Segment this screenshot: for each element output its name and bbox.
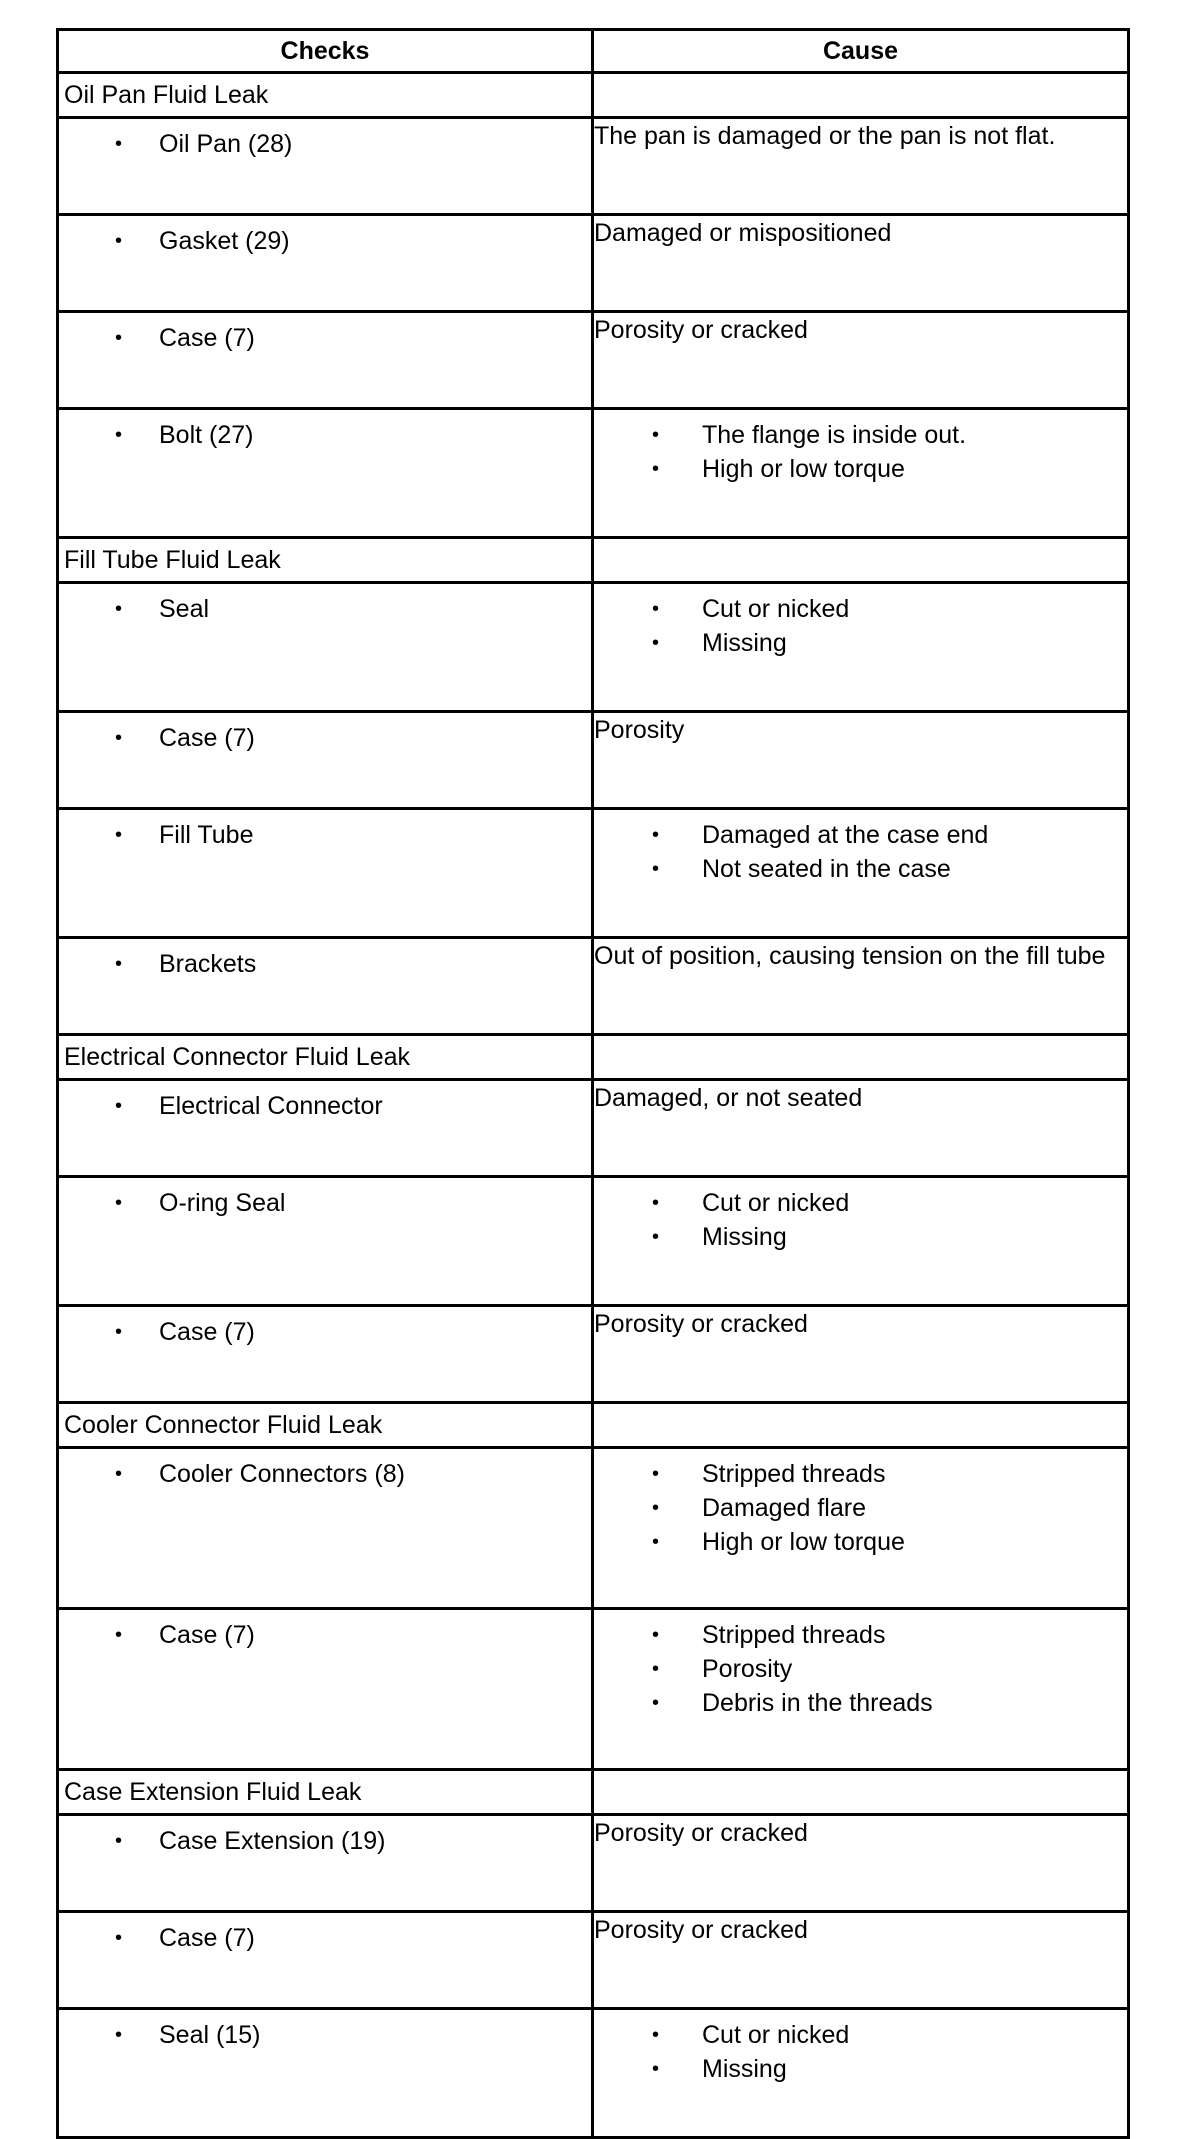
section-cause-cell-empty xyxy=(593,73,1129,118)
table-row xyxy=(58,312,1129,409)
bullet-icon: • xyxy=(115,230,123,252)
cause-item-text: Missing xyxy=(702,2055,787,2083)
bullet-icon: • xyxy=(115,2024,123,2046)
check-item-label: O-ring Seal xyxy=(159,1189,286,1217)
table-header-row xyxy=(58,30,1129,73)
bullet-icon: • xyxy=(652,632,660,654)
section-title: Oil Pan Fluid Leak xyxy=(58,73,593,118)
cause-cell xyxy=(593,1177,1129,1306)
checks-cause-table xyxy=(56,28,1130,2139)
cause-item-text: Not seated in the case xyxy=(702,855,951,883)
cause-list-item xyxy=(594,418,1127,452)
check-cell xyxy=(58,409,593,538)
section-row xyxy=(58,1035,1129,1080)
check-item-label: Case Extension (19) xyxy=(159,1827,386,1855)
section-cause-cell-empty xyxy=(593,538,1129,583)
check-cell xyxy=(58,1609,593,1770)
cause-list-item xyxy=(594,852,1127,886)
check-item-label: Gasket (29) xyxy=(159,227,290,255)
bullet-icon: • xyxy=(652,1658,660,1680)
bullet-icon: • xyxy=(652,858,660,880)
cause-cell xyxy=(593,1815,1129,1912)
cause-cell xyxy=(593,583,1129,712)
check-item-label: Oil Pan (28) xyxy=(159,130,293,158)
bullet-icon: • xyxy=(115,424,123,446)
cause-text: Porosity or cracked xyxy=(594,1310,808,1338)
cause-list-item xyxy=(594,1618,1127,1652)
check-cell xyxy=(58,712,593,809)
section-row xyxy=(58,1770,1129,1815)
bullet-icon: • xyxy=(115,1463,123,1485)
cause-cell xyxy=(593,409,1129,538)
cause-cell xyxy=(593,938,1129,1035)
table-row xyxy=(58,1815,1129,1912)
section-cause-cell-empty xyxy=(593,1035,1129,1080)
bullet-icon: • xyxy=(115,1624,123,1646)
cause-item-text: High or low torque xyxy=(702,455,905,483)
cause-list-item xyxy=(594,818,1127,852)
checks-column-header: Checks xyxy=(58,30,593,73)
table-row xyxy=(58,2009,1129,2138)
check-cell xyxy=(58,1177,593,1306)
cause-item-text: Cut or nicked xyxy=(702,595,850,623)
cause-item-text: Missing xyxy=(702,629,787,657)
cause-cell xyxy=(593,118,1129,215)
bullet-icon: • xyxy=(115,824,123,846)
cause-list xyxy=(594,418,1127,486)
check-cell xyxy=(58,1815,593,1912)
cause-item-text: Debris in the threads xyxy=(702,1689,933,1717)
check-cell xyxy=(58,118,593,215)
check-item-label: Brackets xyxy=(159,950,257,978)
section-row xyxy=(58,538,1129,583)
cause-cell xyxy=(593,2009,1129,2138)
cause-list-item xyxy=(594,1491,1127,1525)
cause-list xyxy=(594,1618,1127,1720)
section-cause-cell-empty xyxy=(593,1403,1129,1448)
bullet-icon: • xyxy=(652,1192,660,1214)
check-item-label: Case (7) xyxy=(159,1318,255,1346)
bullet-icon: • xyxy=(652,1692,660,1714)
cause-item-text: Missing xyxy=(702,1223,787,1251)
cause-item-text: Damaged at the case end xyxy=(702,821,989,849)
cause-list-item xyxy=(594,592,1127,626)
bullet-icon: • xyxy=(115,953,123,975)
check-cell xyxy=(58,312,593,409)
section-title: Fill Tube Fluid Leak xyxy=(58,538,593,583)
cause-item-text: Damaged flare xyxy=(702,1494,866,1522)
cause-text: Porosity or cracked xyxy=(594,1916,808,1944)
cause-list-item xyxy=(594,1457,1127,1491)
table-row xyxy=(58,809,1129,938)
table-row xyxy=(58,583,1129,712)
bullet-icon: • xyxy=(652,1497,660,1519)
bullet-icon: • xyxy=(115,1830,123,1852)
table-row xyxy=(58,1177,1129,1306)
check-item-label: Case (7) xyxy=(159,1621,255,1649)
cause-item-text: Cut or nicked xyxy=(702,1189,850,1217)
cause-cell xyxy=(593,1448,1129,1609)
bullet-icon: • xyxy=(652,458,660,480)
table-row xyxy=(58,938,1129,1035)
bullet-icon: • xyxy=(115,327,123,349)
table-row xyxy=(58,1912,1129,2009)
check-cell xyxy=(58,938,593,1035)
cause-item-text: Stripped threads xyxy=(702,1460,886,1488)
check-cell xyxy=(58,1912,593,2009)
check-item-label: Cooler Connectors (8) xyxy=(159,1460,405,1488)
cause-item-text: Porosity xyxy=(702,1655,793,1683)
check-cell xyxy=(58,1080,593,1177)
table-row xyxy=(58,118,1129,215)
cause-list-item xyxy=(594,1686,1127,1720)
check-item-label: Seal (15) xyxy=(159,2021,261,2049)
bullet-icon: • xyxy=(652,1226,660,1248)
check-cell xyxy=(58,1448,593,1609)
cause-text: Damaged or mispositioned xyxy=(594,219,892,247)
cause-list xyxy=(594,592,1127,660)
table-row xyxy=(58,1306,1129,1403)
bullet-icon: • xyxy=(652,1463,660,1485)
check-item-label: Electrical Connector xyxy=(159,1092,383,1120)
bullet-icon: • xyxy=(652,824,660,846)
cause-list-item xyxy=(594,1652,1127,1686)
bullet-icon: • xyxy=(652,2058,660,2080)
table-row xyxy=(58,1448,1129,1609)
cause-list xyxy=(594,1186,1127,1254)
cause-cell xyxy=(593,1080,1129,1177)
bullet-icon: • xyxy=(115,727,123,749)
cause-cell xyxy=(593,1912,1129,2009)
cause-item-text: The flange is inside out. xyxy=(702,421,967,449)
check-item-label: Case (7) xyxy=(159,324,255,352)
section-title: Case Extension Fluid Leak xyxy=(58,1770,593,1815)
cause-cell xyxy=(593,712,1129,809)
bullet-icon: • xyxy=(115,1192,123,1214)
check-cell xyxy=(58,2009,593,2138)
section-title: Electrical Connector Fluid Leak xyxy=(58,1035,593,1080)
table-row xyxy=(58,1609,1129,1770)
cause-text: Porosity or cracked xyxy=(594,316,808,344)
bullet-icon: • xyxy=(115,1095,123,1117)
check-item-label: Case (7) xyxy=(159,1924,255,1952)
cause-list-item xyxy=(594,452,1127,486)
check-item-label: Fill Tube xyxy=(159,821,254,849)
bullet-icon: • xyxy=(652,1531,660,1553)
cause-cell xyxy=(593,215,1129,312)
bullet-icon: • xyxy=(115,133,123,155)
check-cell xyxy=(58,583,593,712)
cause-text: Out of position, causing tension on the fill tube xyxy=(594,942,1106,970)
cause-text: Porosity or cracked xyxy=(594,1819,808,1847)
cause-list-item xyxy=(594,1525,1127,1559)
cause-item-text: High or low torque xyxy=(702,1528,905,1556)
cause-cell xyxy=(593,1306,1129,1403)
section-row xyxy=(58,73,1129,118)
bullet-icon: • xyxy=(115,598,123,620)
check-cell xyxy=(58,1306,593,1403)
cause-item-text: Stripped threads xyxy=(702,1621,886,1649)
check-item-label: Bolt (27) xyxy=(159,421,254,449)
table-row xyxy=(58,215,1129,312)
section-title: Cooler Connector Fluid Leak xyxy=(58,1403,593,1448)
cause-list xyxy=(594,2018,1127,2086)
check-cell xyxy=(58,809,593,938)
cause-list-item xyxy=(594,626,1127,660)
cause-column-header: Cause xyxy=(593,30,1129,73)
bullet-icon: • xyxy=(115,1927,123,1949)
bullet-icon: • xyxy=(652,2024,660,2046)
check-cell xyxy=(58,215,593,312)
cause-list-item xyxy=(594,1186,1127,1220)
check-item-label: Case (7) xyxy=(159,724,255,752)
table-row xyxy=(58,409,1129,538)
cause-cell xyxy=(593,312,1129,409)
table-row xyxy=(58,712,1129,809)
cause-item-text: Cut or nicked xyxy=(702,2021,850,2049)
table-body xyxy=(58,73,1129,2138)
section-row xyxy=(58,1403,1129,1448)
cause-list-item xyxy=(594,2052,1127,2086)
cause-list-item xyxy=(594,2018,1127,2052)
cause-list-item xyxy=(594,1220,1127,1254)
cause-list xyxy=(594,1457,1127,1559)
bullet-icon: • xyxy=(652,424,660,446)
cause-cell xyxy=(593,809,1129,938)
bullet-icon: • xyxy=(652,598,660,620)
cause-text: Porosity xyxy=(594,716,685,744)
table-row xyxy=(58,1080,1129,1177)
check-item-label: Seal xyxy=(159,595,210,623)
cause-text: The pan is damaged or the pan is not flat. xyxy=(594,122,1056,150)
cause-text: Damaged, or not seated xyxy=(594,1084,863,1112)
bullet-icon: • xyxy=(652,1624,660,1646)
cause-cell xyxy=(593,1609,1129,1770)
cause-list xyxy=(594,818,1127,886)
section-cause-cell-empty xyxy=(593,1770,1129,1815)
bullet-icon: • xyxy=(115,1321,123,1343)
